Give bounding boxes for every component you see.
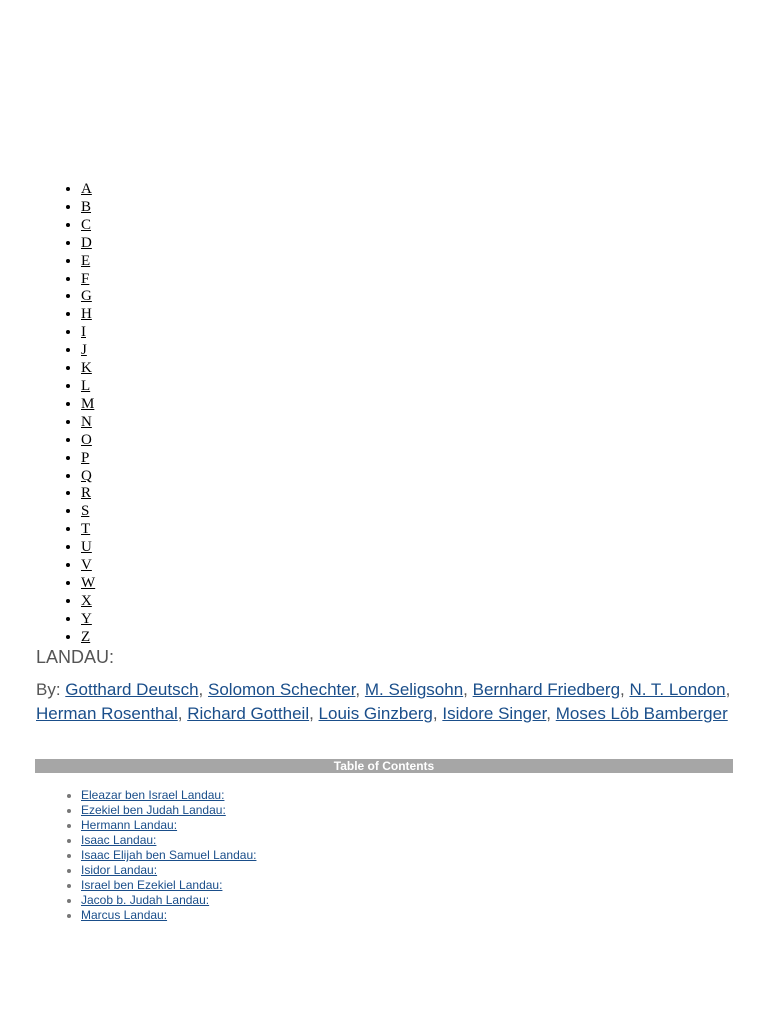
alphabet-item (81, 593, 95, 611)
toc-item (81, 863, 256, 878)
alphabet-link-w[interactable]: W (81, 574, 96, 591)
alphabet-item (81, 235, 95, 253)
toc-link[interactable]: Isaac Landau: (81, 833, 157, 847)
alphabet-item (81, 414, 95, 432)
toc-link[interactable]: Isaac Elijah ben Samuel Landau: (81, 848, 257, 862)
toc-item (81, 878, 256, 893)
author-link[interactable]: Gotthard Deutsch (65, 680, 199, 699)
alphabet-link-k[interactable]: K (81, 360, 92, 377)
toc-list (40, 788, 256, 923)
alphabet-item (81, 521, 95, 539)
toc-item (81, 818, 256, 833)
alphabet-link-g[interactable]: G (81, 288, 92, 305)
alphabet-item (81, 271, 95, 289)
toc-item (81, 833, 256, 848)
alphabet-item (81, 575, 95, 593)
toc-header: Table of Contents (35, 759, 733, 773)
alphabet-link-m[interactable]: M (81, 395, 95, 412)
page-title: LANDAU: (36, 647, 115, 667)
alphabet-item (81, 396, 95, 414)
alphabet-link-c[interactable]: C (81, 216, 92, 233)
toc-link[interactable]: Israel ben Ezekiel Landau: (81, 878, 223, 892)
alphabet-item (81, 557, 95, 575)
toc-link[interactable]: Ezekiel ben Judah Landau: (81, 803, 226, 817)
author-link[interactable]: Isidore Singer (442, 704, 547, 723)
alphabet-link-o[interactable]: O (81, 431, 92, 448)
by-label: By: (36, 680, 61, 699)
alphabet-link-a[interactable]: A (81, 181, 92, 197)
alphabet-link-v[interactable]: V (81, 557, 92, 574)
alphabet-item (81, 629, 95, 647)
alphabet-item (81, 342, 95, 360)
toc-item (81, 908, 256, 923)
author-link[interactable]: N. T. London (629, 680, 726, 699)
toc-item (81, 893, 256, 908)
alphabet-item (81, 288, 95, 306)
alphabet-link-z[interactable]: Z (81, 628, 91, 645)
author-byline (36, 678, 736, 726)
alphabet-link-j[interactable]: J (81, 342, 87, 359)
alphabet-item (81, 485, 95, 503)
alphabet-item (81, 378, 95, 396)
alphabet-item (81, 468, 95, 486)
alphabet-item (81, 360, 95, 378)
toc-item (81, 788, 256, 803)
toc-link[interactable]: Hermann Landau: (81, 818, 178, 832)
alphabet-item (81, 181, 95, 199)
toc-link[interactable]: Isidor Landau: (81, 863, 158, 877)
alphabet-item (81, 199, 95, 217)
author-link[interactable]: Bernhard Friedberg (472, 680, 621, 699)
alphabet-link-i[interactable]: I (81, 324, 86, 341)
alphabet-item (81, 324, 95, 342)
toc-link[interactable]: Jacob b. Judah Landau: (81, 893, 210, 907)
alphabet-item (81, 611, 95, 629)
toc-item (81, 803, 256, 818)
alphabet-index (40, 181, 95, 647)
toc-item (81, 848, 256, 863)
author-link[interactable]: Louis Ginzberg (318, 704, 433, 723)
alphabet-item (81, 306, 95, 324)
alphabet-link-f[interactable]: F (81, 270, 90, 287)
alphabet-item (81, 432, 95, 450)
author-link[interactable]: Richard Gottheil (187, 704, 310, 723)
alphabet-link-h[interactable]: H (81, 306, 92, 323)
author-link[interactable]: Solomon Schechter (208, 680, 356, 699)
author-link[interactable]: M. Seligsohn (364, 680, 464, 699)
author-links: Gotthard Deutsch, Solomon Schechter, M. Seligsohn, Bernhard Friedberg, N. T. London, Herman Rosenthal, Richard Gottheil, Louis Ginzberg, Isidore Singer, Moses Löb Bamberger (36, 680, 731, 723)
alphabet-link-p[interactable]: P (81, 449, 90, 466)
alphabet-link-n[interactable]: N (81, 413, 92, 430)
alphabet-link-q[interactable]: Q (81, 467, 92, 484)
alphabet-item (81, 503, 95, 521)
alphabet-item (81, 217, 95, 235)
alphabet-item (81, 450, 95, 468)
alphabet-link-l[interactable]: L (81, 377, 91, 394)
alphabet-link-y[interactable]: Y (81, 610, 92, 627)
author-link[interactable]: Herman Rosenthal (36, 704, 178, 723)
alphabet-link-r[interactable]: R (81, 485, 92, 502)
alphabet-item (81, 253, 95, 271)
toc-link[interactable]: Eleazar ben Israel Landau: (81, 788, 225, 802)
alphabet-link-b[interactable]: B (81, 198, 92, 215)
alphabet-link-s[interactable]: S (81, 503, 90, 520)
author-link[interactable]: Moses Löb Bamberger (555, 704, 728, 723)
alphabet-link-e[interactable]: E (81, 252, 91, 269)
alphabet-item (81, 539, 95, 557)
alphabet-link-d[interactable]: D (81, 234, 92, 251)
alphabet-link-x[interactable]: X (81, 592, 92, 609)
alphabet-link-u[interactable]: U (81, 539, 92, 556)
toc-link[interactable]: Marcus Landau: (81, 908, 168, 922)
alphabet-link-t[interactable]: T (81, 521, 91, 538)
